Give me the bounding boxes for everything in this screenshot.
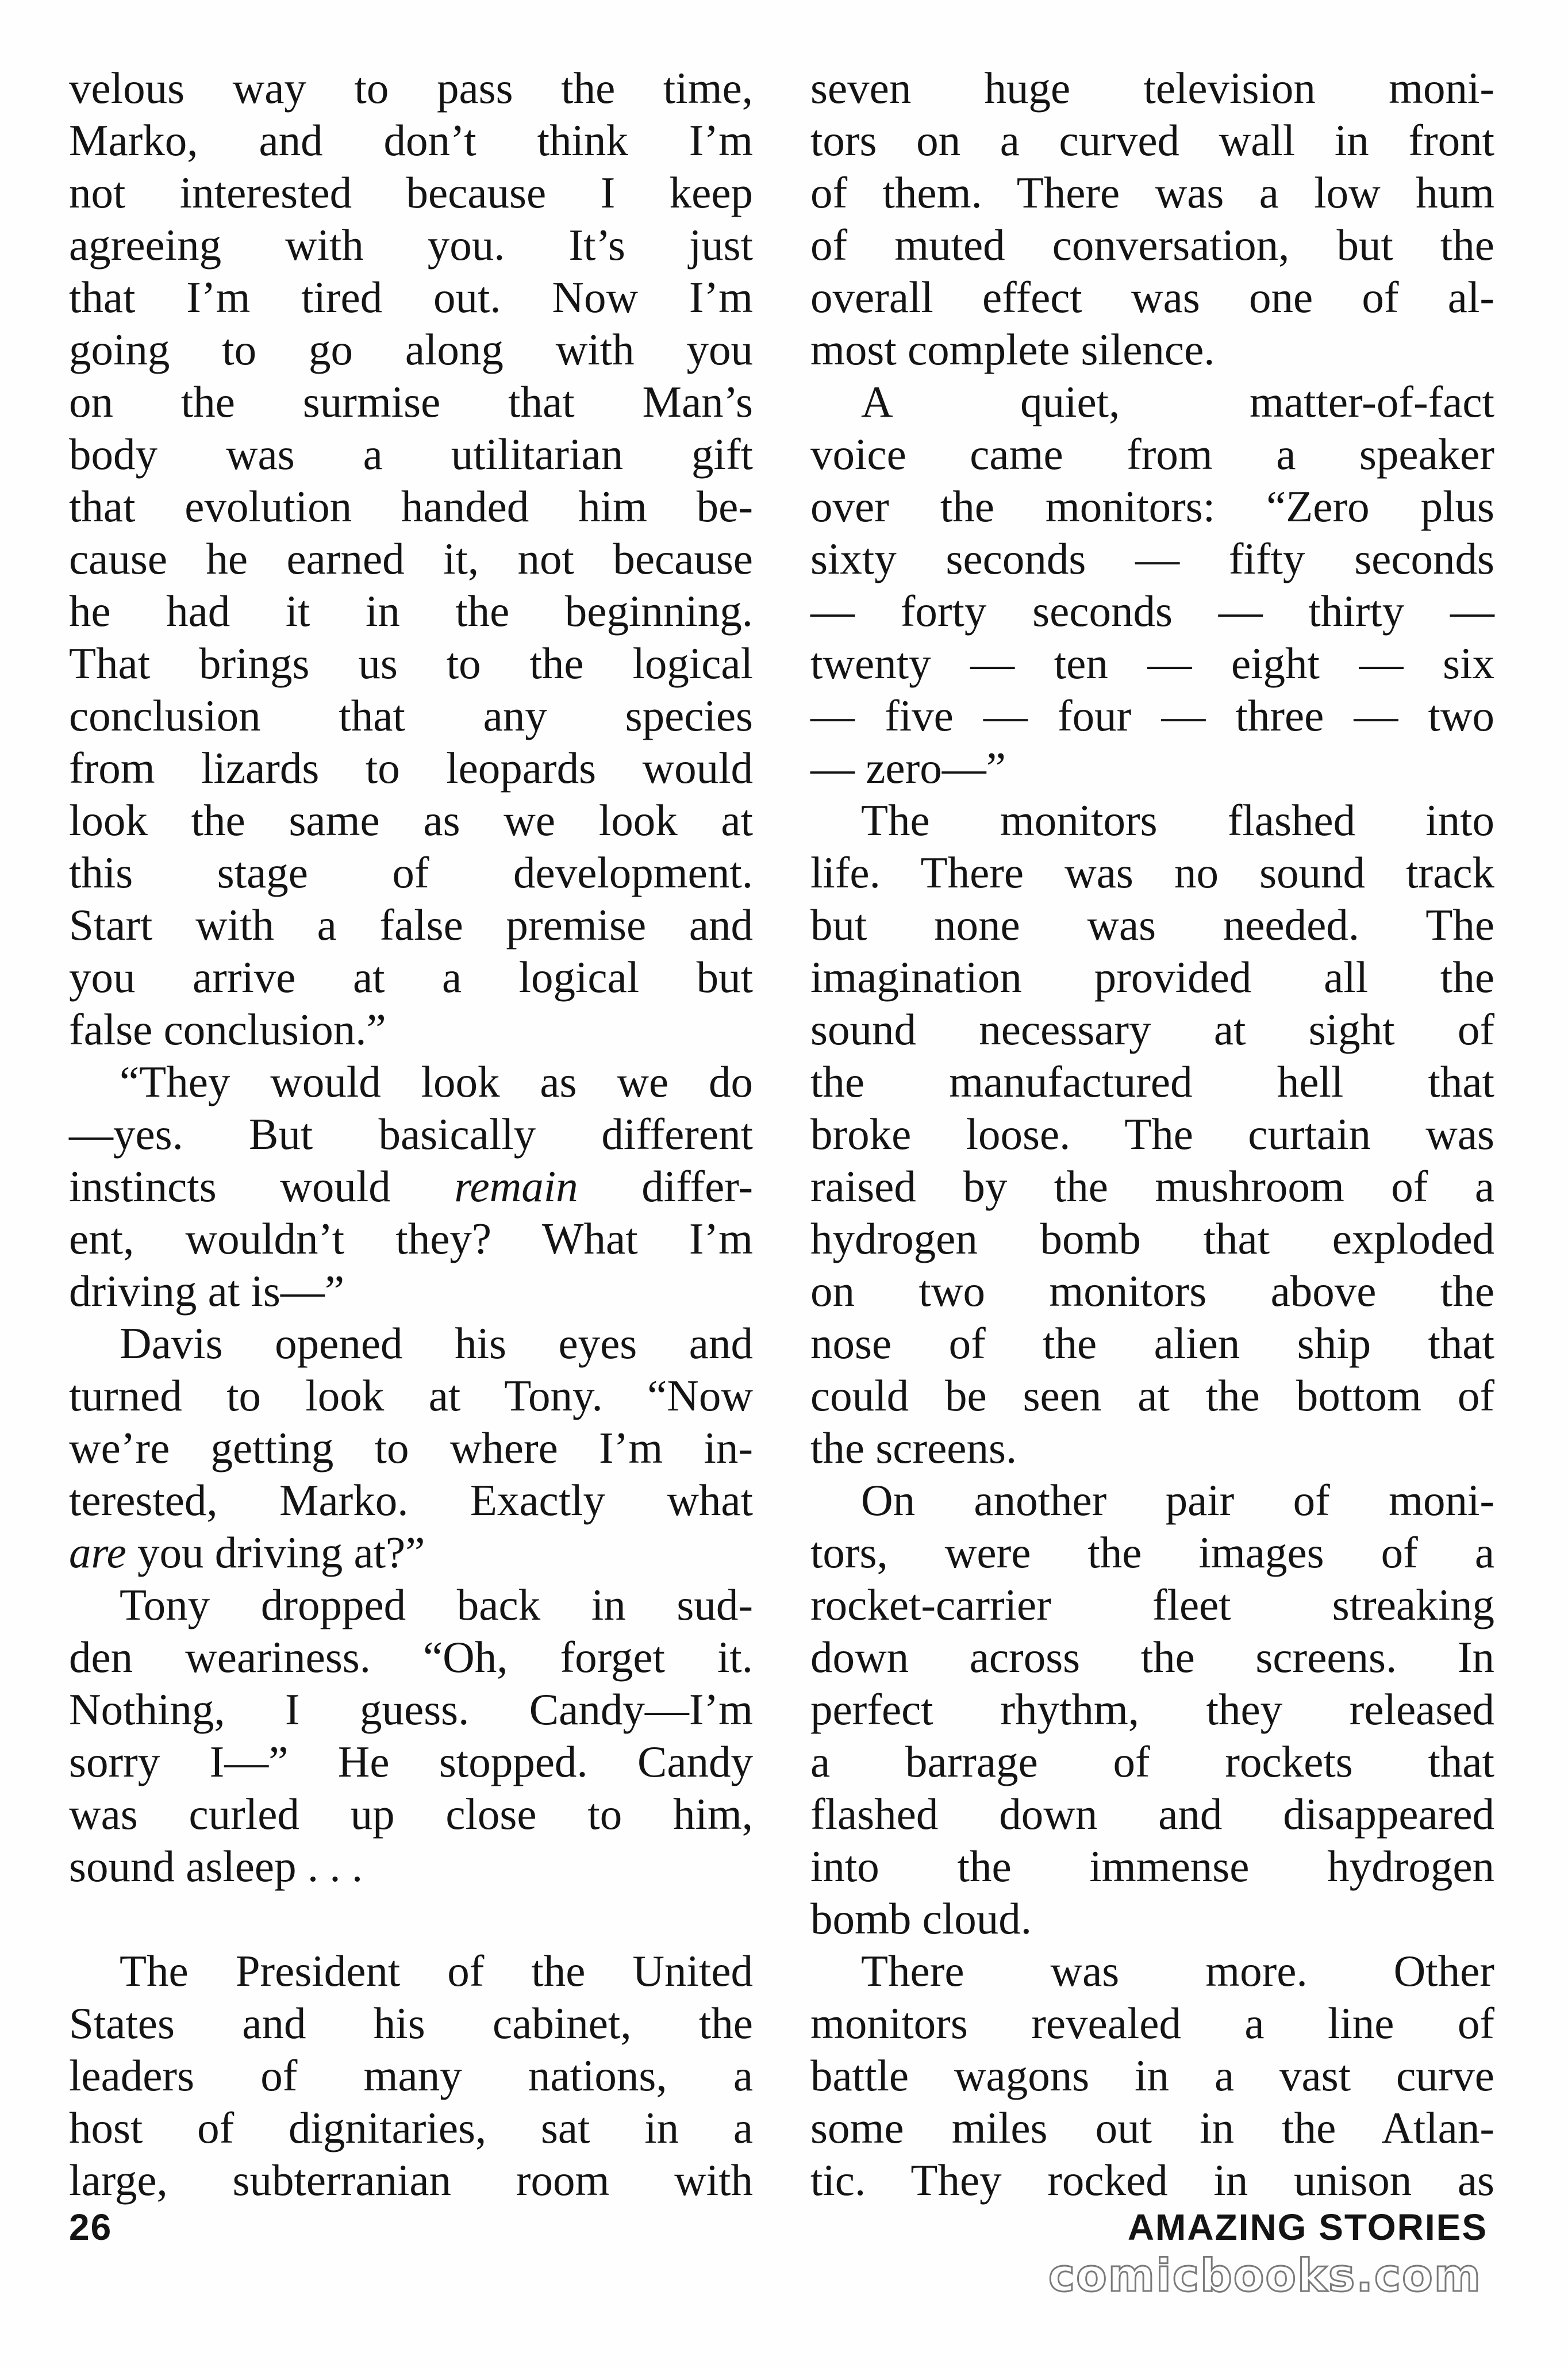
text-line: tors, were the images of a	[810, 1528, 1494, 1577]
text-line: den weariness. “Oh, forget it.	[69, 1632, 753, 1682]
text-line: raised by the mushroom of a	[810, 1162, 1494, 1211]
text-line: on two monitors above the	[810, 1266, 1494, 1316]
text-line: flashed down and disappeared	[810, 1789, 1494, 1839]
text-line: sixty seconds — fifty seconds	[810, 534, 1494, 583]
text-line: life. There was no sound track	[810, 848, 1494, 897]
text-line: seven huge television moni-	[810, 63, 1494, 113]
page-number: 26	[69, 2206, 113, 2248]
text-line: monitors revealed a line of	[810, 1998, 1494, 2048]
text-line: turned to look at Tony. “Now	[69, 1371, 753, 1420]
text-line: that evolution handed him be-	[69, 482, 753, 531]
text-line: of them. There was a low hum	[810, 168, 1494, 217]
text-line: down across the screens. In	[810, 1632, 1494, 1682]
text-line: A quiet, matter-of-fact	[861, 377, 1494, 426]
text-line: Nothing, I guess. Candy—I’m	[69, 1685, 753, 1734]
text-line: overall effect was one of al-	[810, 272, 1494, 322]
text-line: large, subterranian room with	[69, 2155, 753, 2205]
text-line: we’re getting to where I’m in-	[69, 1423, 753, 1473]
text-line: agreeing with you. It’s just	[69, 220, 753, 270]
text-line: On another pair of moni-	[861, 1475, 1494, 1525]
right-text-column	[810, 62, 1494, 2206]
text-line: Tony dropped back in sud-	[120, 1580, 753, 1629]
running-footer-title: AMAZING STORIES	[1127, 2206, 1488, 2248]
text-line: could be seen at the bottom of	[810, 1371, 1494, 1420]
text-line: There was more. Other	[861, 1946, 1494, 1996]
text-line: voice came from a speaker	[810, 429, 1494, 479]
text-line: velous way to pass the time,	[69, 63, 753, 113]
text-line: Davis opened his eyes and	[120, 1318, 753, 1368]
text-line: most complete silence.	[810, 325, 1215, 374]
text-line: —yes. But basically different	[69, 1109, 753, 1159]
text-line: driving at is—”	[69, 1266, 345, 1316]
text-line: sound necessary at sight of	[810, 1005, 1494, 1054]
text-line: battle wagons in a vast curve	[810, 2051, 1494, 2100]
text-line: of muted conversation, but the	[810, 220, 1494, 270]
text-line: bomb cloud.	[810, 1894, 1032, 1943]
text-line: host of dignitaries, sat in a	[69, 2103, 753, 2152]
text-line: imagination provided all the	[810, 952, 1494, 1002]
text-line: from lizards to leopards would	[69, 743, 753, 793]
text-line: “They would look as we do	[120, 1057, 753, 1106]
text-line: a barrage of rockets that	[810, 1737, 1494, 1786]
text-line: hydrogen bomb that exploded	[810, 1214, 1494, 1263]
text-line: twenty — ten — eight — six	[810, 639, 1494, 688]
text-line: body was a utilitarian gift	[69, 429, 753, 479]
text-line: the screens.	[810, 1423, 1017, 1473]
text-line: the manufactured hell that	[810, 1057, 1494, 1106]
text-line: are you driving at?”	[69, 1528, 425, 1577]
text-line: perfect rhythm, they released	[810, 1685, 1494, 1734]
text-line: on the surmise that Man’s	[69, 377, 753, 426]
text-line: broke loose. The curtain was	[810, 1109, 1494, 1159]
text-line: nose of the alien ship that	[810, 1318, 1494, 1368]
text-line: rocket-carrier fleet streaking	[810, 1580, 1494, 1629]
text-line: terested, Marko. Exactly what	[69, 1475, 753, 1525]
text-line: The monitors flashed into	[861, 795, 1494, 845]
text-line: going to go along with you	[69, 325, 753, 374]
text-line: cause he earned it, not because	[69, 534, 753, 583]
text-line: ent, wouldn’t they? What I’m	[69, 1214, 753, 1263]
text-line: over the monitors: “Zero plus	[810, 482, 1494, 531]
watermark: comicbooks.com	[1048, 2250, 1482, 2302]
text-line: he had it in the beginning.	[69, 586, 753, 636]
text-line: conclusion that any species	[69, 691, 753, 740]
text-line: — forty seconds — thirty —	[810, 586, 1494, 636]
text-line: leaders of many nations, a	[69, 2051, 753, 2100]
text-line: false conclusion.”	[69, 1005, 386, 1054]
text-line: — five — four — three — two	[810, 691, 1494, 740]
text-line: that I’m tired out. Now I’m	[69, 272, 753, 322]
left-text-column	[69, 62, 753, 2206]
text-line: Marko, and don’t think I’m	[69, 116, 753, 165]
text-line: but none was needed. The	[810, 900, 1494, 949]
text-line: sound asleep . . .	[69, 1842, 363, 1891]
text-line: some miles out in the Atlan-	[810, 2103, 1494, 2152]
text-line: States and his cabinet, the	[69, 1998, 753, 2048]
text-line: Start with a false premise and	[69, 900, 753, 949]
text-line	[69, 1893, 753, 1945]
text-line: was curled up close to him,	[69, 1789, 753, 1839]
text-line: tic. They rocked in unison as	[810, 2155, 1494, 2205]
text-line: sorry I—” He stopped. Candy	[69, 1737, 753, 1786]
text-line: this stage of development.	[69, 848, 753, 897]
text-line: into the immense hydrogen	[810, 1842, 1494, 1891]
text-line: instincts would remain differ-	[69, 1162, 753, 1211]
text-line: you arrive at a logical but	[69, 952, 753, 1002]
text-line: look the same as we look at	[69, 795, 753, 845]
text-line: not interested because I keep	[69, 168, 753, 217]
text-line: — zero—”	[810, 743, 1006, 793]
text-line: That brings us to the logical	[69, 639, 753, 688]
text-line: tors on a curved wall in front	[810, 116, 1494, 165]
text-line: The President of the United	[120, 1946, 753, 1996]
